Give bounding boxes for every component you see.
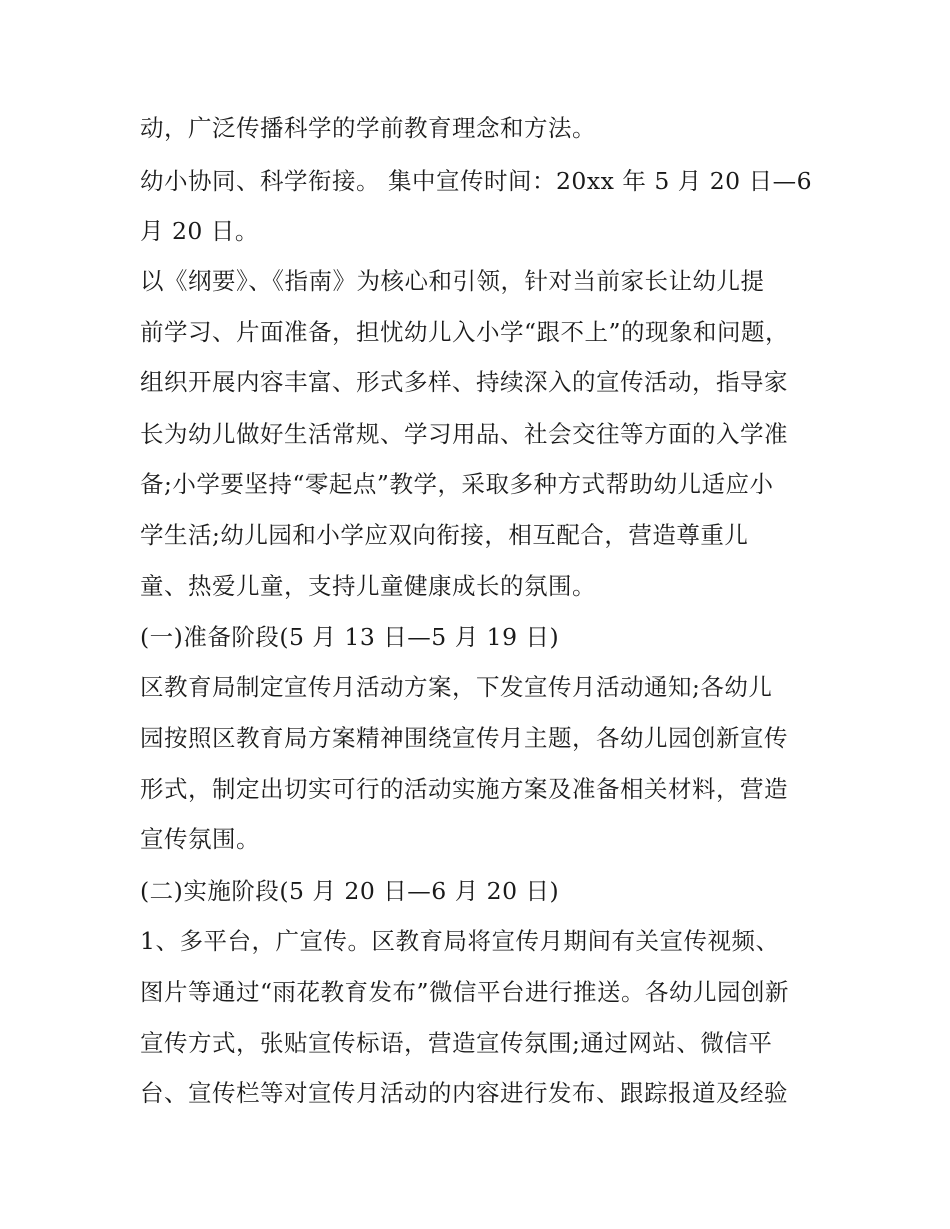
text-line: 形式，制定出切实可行的活动实施方案及准备相关材料，营造	[140, 775, 788, 803]
text-line: 幼小协同、科学衔接。 集中宣传时间：20xx 年 5 月 20 日—6	[140, 167, 813, 195]
text-line: 宣传方式，张贴宣传标语，营造宣传氛围;通过网站、微信平	[140, 1029, 773, 1057]
section-heading: (一)准备阶段(5 月 13 日—5 月 19 日)	[140, 623, 560, 651]
section-heading: (二)实施阶段(5 月 20 日—6 月 20 日)	[140, 877, 560, 905]
text-line: 长为幼儿做好生活常规、学习用品、社会交往等方面的入学准	[140, 420, 788, 448]
text-line: 以《纲要》、《指南》为核心和引领，针对当前家长让幼儿提	[140, 267, 765, 295]
text-line: 台、宣传栏等对宣传月活动的内容进行发布、跟踪报道及经验	[140, 1079, 788, 1107]
text-line: 1、多平台，广宣传。区教育局将宣传月期间有关宣传视频、	[140, 927, 780, 955]
text-line: 月 20 日。	[140, 217, 259, 245]
text-line: 动，广泛传播科学的学前教育理念和方法。	[140, 114, 596, 142]
text-line: 前学习、片面准备，担忧幼儿入小学“跟不上”的现象和问题，	[140, 318, 790, 346]
text-line: 童、热爱儿童，支持儿童健康成长的氛围。	[140, 572, 596, 600]
text-line: 区教育局制定宣传月活动方案，下发宣传月活动通知;各幼儿	[140, 673, 773, 701]
text-line: 宣传氛围。	[140, 825, 260, 853]
text-line: 图片等通过“雨花教育发布”微信平台进行推送。各幼儿园创新	[140, 978, 790, 1006]
text-line: 园按照区教育局方案精神围绕宣传月主题，各幼儿园创新宣传	[140, 724, 788, 752]
text-line: 备;小学要坚持“零起点”教学，采取多种方式帮助幼儿适应小	[140, 470, 774, 498]
text-line: 学生活;幼儿园和小学应双向衔接，相互配合，营造尊重儿	[140, 521, 749, 549]
text-line: 组织开展内容丰富、形式多样、持续深入的宣传活动，指导家	[140, 368, 788, 396]
